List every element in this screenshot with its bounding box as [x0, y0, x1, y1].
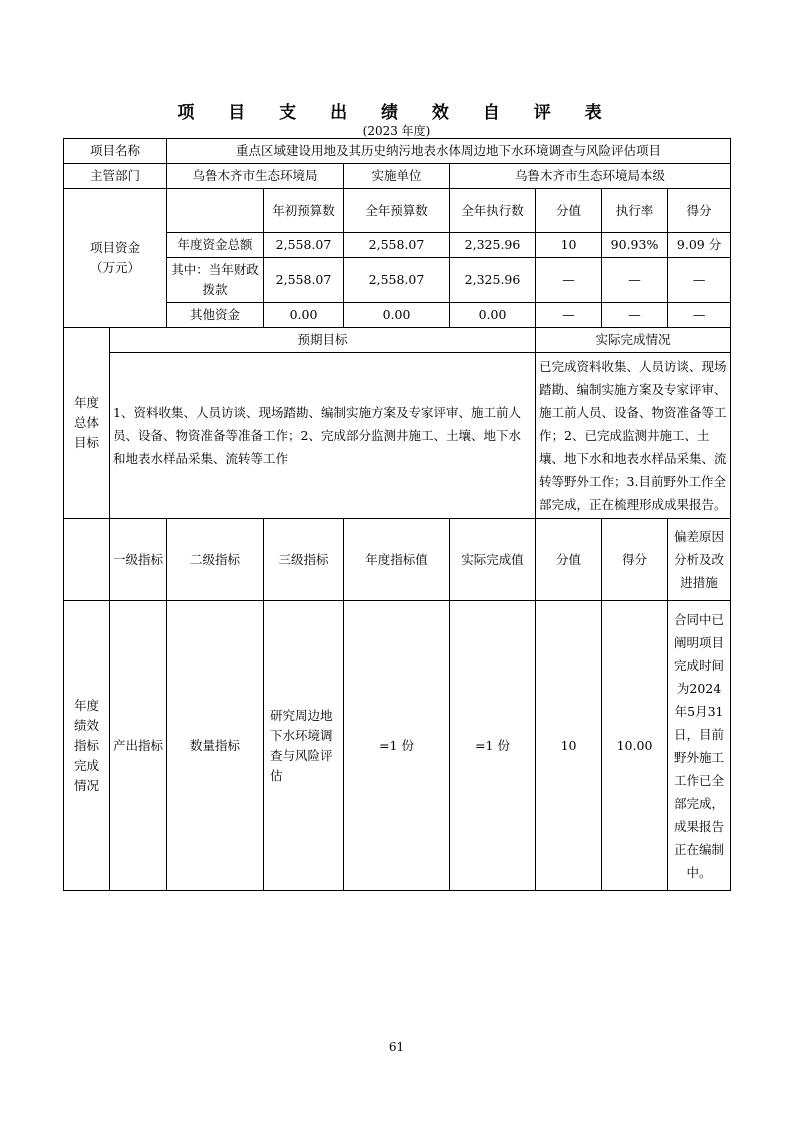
funds-cell: 0.00 — [344, 303, 450, 328]
indicator-header: 三级指标 — [264, 519, 344, 601]
funds-cell: 2,558.07 — [264, 233, 344, 258]
funds-cell: — — [536, 303, 602, 328]
funds-header: 全年执行数 — [450, 189, 536, 233]
funds-cell: 2,558.07 — [264, 258, 344, 303]
page-subtitle: (2023 年度) — [362, 124, 431, 138]
funds-cell: 0.00 — [450, 303, 536, 328]
indicator-header: 得分 — [602, 519, 668, 601]
funds-cell: 2,558.07 — [344, 258, 450, 303]
funds-cell: 90.93% — [602, 233, 668, 258]
funds-header: 得分 — [668, 189, 731, 233]
funds-cell: 2,558.07 — [344, 233, 450, 258]
project-name-label: 项目名称 — [64, 139, 167, 164]
dept-value: 乌鲁木齐市生态环境局 — [167, 164, 344, 189]
goals-section-label: 年度 总体 目标 — [64, 328, 110, 519]
indicator-target: =1 份 — [344, 601, 450, 891]
funds-header: 年初预算数 — [264, 189, 344, 233]
indicator-header: 分值 — [536, 519, 602, 601]
indicator-corner — [64, 519, 110, 601]
funds-header: 执行率 — [602, 189, 668, 233]
funds-cell: — — [536, 258, 602, 303]
funds-header: 全年预算数 — [344, 189, 450, 233]
indicator-header: 二级指标 — [167, 519, 264, 601]
indicator-deviation: 合同中已阐明项目完成时间为2024年5月31日，目前野外施工工作已全部完成，成果报告正在编制中。 — [668, 601, 731, 891]
funds-corner — [167, 189, 264, 233]
funds-row-label: 其他资金 — [167, 303, 264, 328]
indicator-score: 10.00 — [602, 601, 668, 891]
indicator-header: 年度指标值 — [344, 519, 450, 601]
indicator-score-value: 10 — [536, 601, 602, 891]
funds-cell: — — [668, 258, 731, 303]
funds-row-label: 其中：当年财政拨款 — [167, 258, 264, 303]
unit-value: 乌鲁木齐市生态环境局本级 — [450, 164, 731, 189]
dept-label: 主管部门 — [64, 164, 167, 189]
actual-goal-header: 实际完成情况 — [536, 328, 731, 353]
funds-header: 分值 — [536, 189, 602, 233]
funds-row-label: 年度资金总额 — [167, 233, 264, 258]
funds-cell: 0.00 — [264, 303, 344, 328]
funds-cell: 2,325.96 — [450, 258, 536, 303]
indicator-level2: 数量指标 — [167, 601, 264, 891]
funds-cell: — — [668, 303, 731, 328]
indicator-level1: 产出指标 — [110, 601, 167, 891]
funds-cell: 9.09 分 — [668, 233, 731, 258]
funds-cell: 2,325.96 — [450, 233, 536, 258]
funds-cell: — — [602, 303, 668, 328]
actual-goal-text: 已完成资料收集、人员访谈、现场踏勘、编制实施方案及专家评审、施工前人员、设备、物资准备等工作；2、已完成监测井施工、土壤、地下水和地表水样品采集、流转等野外工作；3.目前野外工作全部完成，正在梳理形成成果报告。 — [536, 353, 731, 519]
unit-label: 实施单位 — [344, 164, 450, 189]
expected-goal-header: 预期目标 — [110, 328, 536, 353]
funds-cell: — — [602, 258, 668, 303]
indicator-header: 一级指标 — [110, 519, 167, 601]
indicator-header: 实际完成值 — [450, 519, 536, 601]
page-title: 项 目 支 出 绩 效 自 评 表 — [177, 103, 616, 123]
indicator-level3: 研究周边地下水环境调查与风险评估 — [264, 601, 344, 891]
performance-table — [63, 138, 731, 891]
funds-cell: 10 — [536, 233, 602, 258]
indicator-header: 偏差原因分析及改进措施 — [668, 519, 731, 601]
indicator-actual: =1 份 — [450, 601, 536, 891]
indicator-section-label: 年度 绩效 指标 完成 情况 — [64, 601, 110, 891]
page-number: 61 — [388, 1040, 405, 1054]
funds-section-label: 项目资金 （万元） — [64, 189, 167, 328]
expected-goal-text: 1、资料收集、人员访谈、现场踏勘、编制实施方案及专家评审、施工前人员、设备、物资准备等准备工作；2、完成部分监测井施工、土壤、地下水和地表水样品采集、流转等工作 — [110, 353, 536, 519]
project-name-value: 重点区域建设用地及其历史纳污地表水体周边地下水环境调查与风险评估项目 — [167, 139, 731, 164]
